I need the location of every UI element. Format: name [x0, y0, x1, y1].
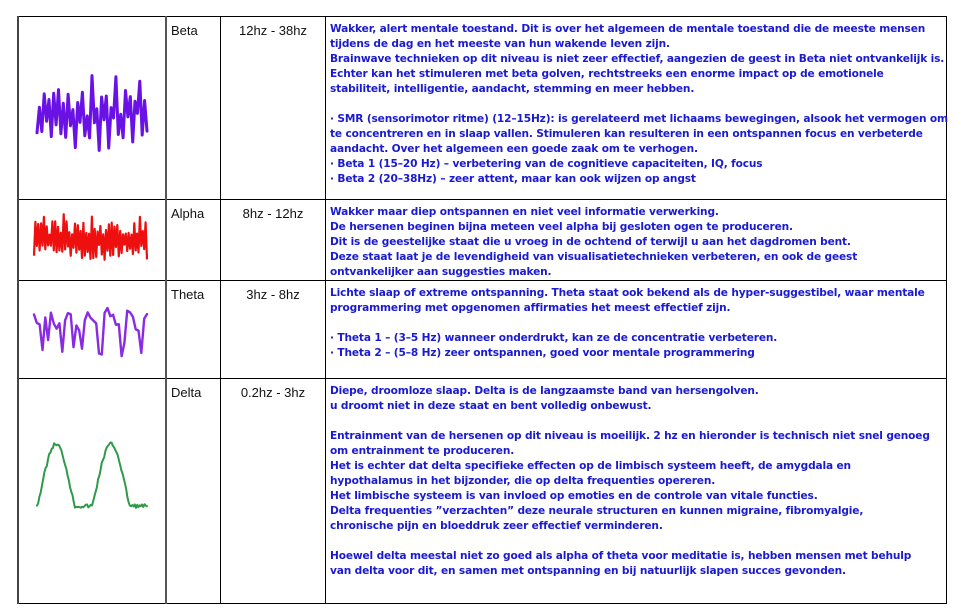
- description-line: om entrainment te produceren.: [330, 445, 515, 457]
- description-line: te concentreren en in slaap vallen. Stimuleren kan resulteren in een ontspannen focus en verbeterde: [330, 128, 923, 140]
- band-name: Alpha: [171, 206, 205, 221]
- description-line: stabiliteit, intelligentie, aandacht, stemming en meer hebben.: [330, 83, 695, 95]
- wave-image-cell: [18, 17, 166, 200]
- description-line: Delta frequenties ”verzachten” deze neurale structuren en kunnen migraine, fibromyalgie,: [330, 505, 864, 517]
- theta-wave-image: [19, 281, 165, 378]
- description-line: Wakker, alert mentale toestand. Dit is over het algemeen de mentale toestand die de meeste mensen: [330, 23, 926, 35]
- band-frequency: 8hz - 12hz: [242, 206, 304, 221]
- description-line: Dit is de geestelijke staat die u vroeg in de ochtend of terwijl u aan het dagdromen bent.: [330, 236, 851, 248]
- description-line: · Theta 1 – (3–5 Hz) wanneer onderdrukt, kan ze de concentratie verbeteren.: [330, 332, 778, 344]
- band-frequency: 3hz - 8hz: [246, 287, 300, 302]
- paragraph-gap: [330, 316, 942, 331]
- description-line: hypothalamus in het bijzonder, die op delta frequenties opereren.: [330, 475, 716, 487]
- table-row-alpha: [18, 200, 947, 281]
- band-description: [326, 17, 946, 187]
- description-line: van delta voor dit, en samen met ontspanning en bij natuurlijk slapen succes gevonden.: [330, 565, 846, 577]
- table-row-theta: [18, 281, 947, 379]
- description-line: aandacht. Over het algemeen een goede zaak om te verhogen.: [330, 143, 698, 155]
- description-line: programmering met opgenomen affirmaties het meest effectief zijn.: [330, 302, 731, 314]
- description-line: · Beta 2 (20–38Hz) – zeer attent, maar kan ook wijzen op angst: [330, 173, 696, 185]
- description-line: Wakker maar diep ontspannen en niet veel informatie verwerking.: [330, 206, 719, 218]
- beta-wave-image: [19, 17, 165, 199]
- theta-waveform: [34, 308, 147, 356]
- description-line: tijdens de dag en het meeste van hun wakende leven zijn.: [330, 38, 670, 50]
- band-name: Theta: [171, 287, 205, 302]
- description-line: Hoewel delta meestal niet zo goed als alpha of theta voor meditatie is, hebben mensen met behulp: [330, 550, 912, 562]
- description-line: Echter kan het stimuleren met beta golven, rechtstreeks een enorme impact op de emotionele: [330, 68, 884, 80]
- description-line: u droomt niet in deze staat en bent volledig onbewust.: [330, 400, 652, 412]
- beta-waveform: [37, 76, 147, 151]
- delta-waveform: [37, 443, 147, 508]
- description-line: Brainwave technieken op dit niveau is niet zeer effectief, aangezien de geest in Beta niet ontvankelijk is.: [330, 53, 945, 65]
- band-description: [326, 379, 946, 579]
- description-line: chronische pijn en bloeddruk zeer effectief verminderen.: [330, 520, 663, 532]
- band-description: [326, 281, 946, 361]
- paragraph-gap: [330, 414, 942, 429]
- wave-image-cell: [18, 379, 166, 604]
- paragraph-gap: [330, 97, 942, 112]
- delta-wave-image: [19, 379, 165, 603]
- band-frequency: 0.2hz - 3hz: [240, 385, 306, 400]
- description-line: · SMR (sensorimotor ritme) (12–15Hz): is gerelateerd met lichaams bewegingen, alsook het vermogen om: [330, 113, 948, 125]
- band-description: [326, 200, 946, 280]
- description-line: ontvankelijker aan suggesties maken.: [330, 266, 552, 278]
- description-line: Lichte slaap of extreme ontspanning. Theta staat ook bekend als de hyper-suggestibel, waar mentale: [330, 287, 925, 299]
- alpha-waveform: [34, 214, 147, 260]
- alpha-wave-image: [19, 200, 165, 275]
- band-name: Beta: [171, 23, 198, 38]
- description-line: Het is echter dat delta specifieke effecten op de limbisch systeem heeft, de amygdala en: [330, 460, 851, 472]
- description-line: · Beta 1 (15–20 Hz) – verbetering van de cognitieve capaciteiten, IQ, focus: [330, 158, 763, 170]
- description-line: Het limbische systeem is van invloed op emoties en de controle van vitale functies.: [330, 490, 818, 502]
- description-line: Diepe, droomloze slaap. Delta is de langzaamste band van hersengolven.: [330, 385, 759, 397]
- table-row-delta: [18, 379, 947, 604]
- wave-image-cell: [18, 281, 166, 379]
- description-line: Deze staat laat je de levendigheid van visualisatietechnieken verbeteren, en ook de geest: [330, 251, 858, 263]
- wave-image-cell: [18, 200, 166, 281]
- paragraph-gap: [330, 534, 942, 549]
- description-line: De hersenen beginen bijna meteen veel alpha bij gesloten ogen te produceren.: [330, 221, 793, 233]
- description-line: · Theta 2 – (5–8 Hz) zeer ontspannen, goed voor mentale programmering: [330, 347, 755, 359]
- description-line: Entrainment van de hersenen op dit niveau is moeilijk. 2 hz en hieronder is technisch niet snel genoeg: [330, 430, 930, 442]
- band-frequency: 12hz - 38hz: [239, 23, 307, 38]
- table-row-beta: [18, 17, 947, 200]
- band-name: Delta: [171, 385, 202, 400]
- brainwave-table: [17, 16, 947, 604]
